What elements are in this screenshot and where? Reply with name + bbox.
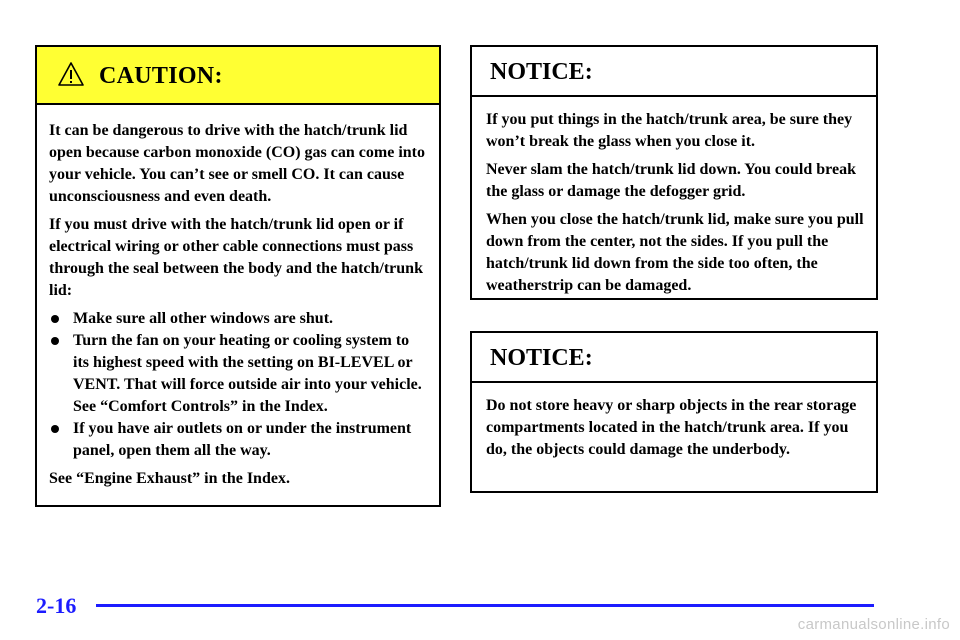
caution-header bbox=[37, 47, 439, 105]
caution-bullet: Make sure all other windows are shut. bbox=[49, 308, 429, 330]
warning-triangle-icon bbox=[57, 61, 85, 87]
footer-rule bbox=[96, 604, 874, 607]
caution-closing: See “Engine Exhaust” in the Index. bbox=[49, 470, 290, 487]
notice-header bbox=[472, 333, 876, 383]
notice-body bbox=[486, 109, 866, 303]
notice-body bbox=[486, 395, 866, 467]
caution-paragraph-1: It can be dangerous to drive with the hatch/trunk lid open because carbon monoxide (CO) gas can come into your vehicle. You can’t see or smell CO. It can cause unconsciousness and even death. bbox=[49, 122, 425, 205]
notice-title: NOTICE: bbox=[490, 345, 593, 371]
notice-paragraph: Never slam the hatch/trunk lid down. You could break the glass or damage the defogger grid. bbox=[486, 161, 856, 200]
caution-bullet: Turn the fan on your heating or cooling system to its highest speed with the setting on BI-LEVEL or VENT. That will force outside air into your vehicle. See “Comfort Controls” in the Index. bbox=[49, 330, 429, 418]
watermark: carmanualsonline.info bbox=[797, 616, 950, 633]
notice-paragraph: When you close the hatch/trunk lid, make sure you pull down from the center, not the sides. If you pull the hatch/trunk lid down from the side too often, the weatherstrip can be damaged. bbox=[486, 211, 864, 294]
notice-paragraph: Do not store heavy or sharp objects in the rear storage compartments located in the hatch/trunk area. If you do, the objects could damage the underbody. bbox=[486, 397, 857, 458]
caution-bullet-list bbox=[49, 308, 429, 462]
caution-title: CAUTION: bbox=[99, 63, 223, 89]
notice-title: NOTICE: bbox=[490, 59, 593, 85]
caution-bullet: If you have air outlets on or under the instrument panel, open them all the way. bbox=[49, 418, 429, 462]
caution-paragraph-2: If you must drive with the hatch/trunk lid open or if electrical wiring or other cable connections must pass through the seal between the body and the hatch/trunk lid: bbox=[49, 216, 423, 299]
caution-body bbox=[49, 120, 429, 496]
notice-paragraph: If you put things in the hatch/trunk area, be sure they won’t break the glass when you close it. bbox=[486, 111, 853, 150]
caution-box bbox=[35, 45, 441, 507]
notice-header bbox=[472, 47, 876, 97]
notice-box-storage bbox=[470, 331, 878, 493]
notice-box-glass bbox=[470, 45, 878, 300]
page-number: 2-16 bbox=[36, 593, 77, 618]
